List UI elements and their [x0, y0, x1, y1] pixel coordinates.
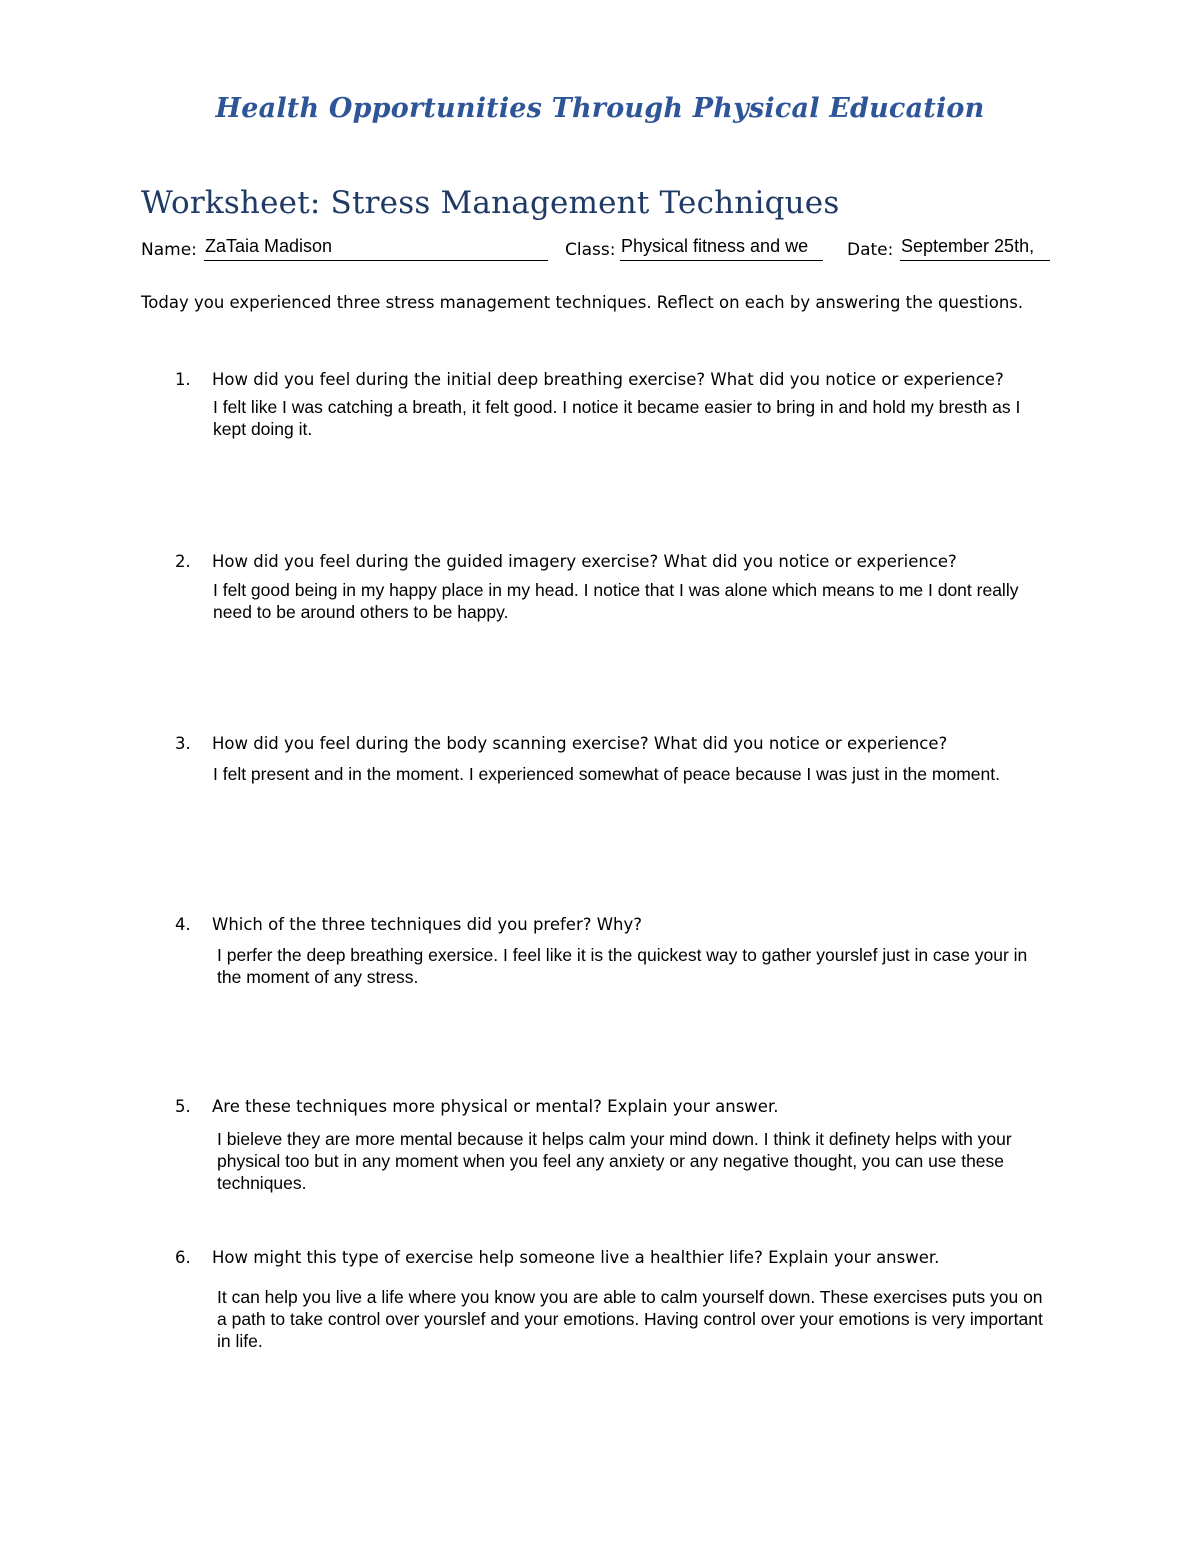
name-label: Name:	[141, 240, 197, 260]
question-number: 2.	[175, 552, 191, 571]
answer-field[interactable]: I felt good being in my happy place in my head. I notice that I was alone which means to me I dont really need to be around others to be happy.	[213, 580, 1019, 622]
answer-field[interactable]: I felt present and in the moment. I experienced somewhat of peace because I was just in the moment.	[213, 764, 1000, 784]
question-number: 5.	[175, 1097, 191, 1116]
question-number: 3.	[175, 734, 191, 753]
instructions: Today you experienced three stress management techniques. Reflect on each by answering the questions.	[141, 293, 1024, 312]
question-text: How might this type of exercise help someone live a healthier life? Explain your answer.	[212, 1248, 940, 1267]
question-number: 1.	[175, 370, 191, 389]
answer-field[interactable]: I felt like I was catching a breath, it felt good. I notice it became easier to bring in and hold my bresth as I kept doing it.	[213, 397, 1021, 439]
question-number: 6.	[175, 1248, 191, 1267]
answer-field[interactable]: It can help you live a life where you know you are able to calm yourself down. These exercises puts you on a path to take control over yourslef and your emotions. Having control over your emotions is very important in life.	[217, 1287, 1043, 1351]
question-text: Are these techniques more physical or mental? Explain your answer.	[212, 1097, 779, 1116]
date-label: Date:	[847, 240, 894, 260]
question-text: How did you feel during the body scanning exercise? What did you notice or experience?	[212, 734, 948, 753]
question-text: Which of the three techniques did you prefer? Why?	[212, 915, 643, 934]
answer-field[interactable]: I bieleve they are more mental because it helps calm your mind down. I think it definety helps with your physical too but in any moment when you feel any anxiety or any negative thought, you can use these techniques.	[217, 1129, 1012, 1193]
date-field[interactable]: September 25th,	[900, 236, 1050, 261]
class-label: Class:	[565, 240, 616, 260]
question-number: 4.	[175, 915, 191, 934]
question-text: How did you feel during the initial deep breathing exercise? What did you notice or experience?	[212, 370, 1004, 389]
program-title: Health Opportunities Through Physical Education	[215, 93, 985, 124]
question-text: How did you feel during the guided imagery exercise? What did you notice or experience?	[212, 552, 957, 571]
name-field[interactable]: ZaTaia Madison	[204, 236, 548, 261]
answer-field[interactable]: I perfer the deep breathing exersice. I feel like it is the quickest way to gather yourslef just in case your in the moment of any stress.	[217, 945, 1028, 987]
class-field[interactable]: Physical fitness and we	[620, 236, 823, 261]
worksheet-title: Worksheet: Stress Management Techniques	[141, 185, 840, 221]
